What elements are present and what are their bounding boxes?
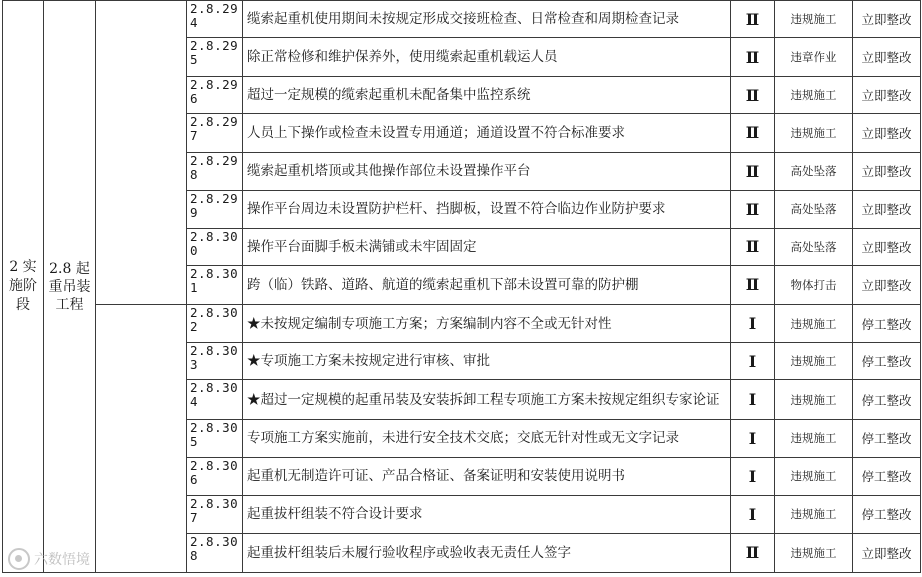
- action-cell: 停工整改: [853, 457, 921, 495]
- hazard-table: [2, 0, 921, 573]
- code-cell: 2.8.296: [187, 77, 243, 114]
- code-cell: 2.8.299: [187, 190, 243, 228]
- level-cell: Ⅱ: [731, 38, 775, 77]
- code-cell: 2.8.305: [187, 420, 243, 457]
- item-cell: 2.8 起重吊装工程: [44, 1, 96, 573]
- action-cell: 立即整改: [853, 533, 921, 572]
- description-cell: 起重拔杆组装不符合设计要求: [243, 495, 731, 533]
- code-cell: 2.8.297: [187, 114, 243, 152]
- hazard-type-cell: 违规施工: [775, 495, 853, 533]
- action-cell: 立即整改: [853, 190, 921, 228]
- watermark-logo-icon: [8, 548, 30, 570]
- level-cell: Ⅰ: [731, 305, 775, 343]
- level-cell: Ⅰ: [731, 380, 775, 420]
- watermark: [8, 545, 90, 573]
- code-cell: 2.8.304: [187, 380, 243, 420]
- action-cell: 停工整改: [853, 305, 921, 343]
- hazard-type-cell: 高处坠落: [775, 228, 853, 265]
- action-cell: 停工整改: [853, 495, 921, 533]
- description-cell: 缆索起重机使用期间未按规定形成交接班检查、日常检查和周期检查记录: [243, 1, 731, 38]
- hazard-type-cell: 违规施工: [775, 533, 853, 572]
- hazard-type-cell: 违规施工: [775, 420, 853, 457]
- level-cell: Ⅱ: [731, 533, 775, 572]
- level-cell: Ⅰ: [731, 343, 775, 380]
- code-cell: 2.8.295: [187, 38, 243, 77]
- action-cell: 停工整改: [853, 380, 921, 420]
- description-cell: 缆索起重机塔顶或其他操作部位未设置操作平台: [243, 152, 731, 190]
- hazard-type-cell: 物体打击: [775, 265, 853, 304]
- description-cell: ★超过一定规模的起重吊装及安装拆卸工程专项施工方案未按规定组织专家论证: [243, 380, 731, 420]
- hazard-type-cell: 违规施工: [775, 1, 853, 38]
- code-cell: 2.8.294: [187, 1, 243, 38]
- table-row: [3, 305, 921, 343]
- action-cell: 立即整改: [853, 152, 921, 190]
- hazard-type-cell: 违规施工: [775, 114, 853, 152]
- code-cell: 2.8.302: [187, 305, 243, 343]
- subitem-cell-general: [96, 305, 187, 573]
- subitem-cell-cable-crane: [96, 1, 187, 305]
- description-cell: 专项施工方案实施前，未进行安全技术交底；交底无针对性或无文字记录: [243, 420, 731, 457]
- code-cell: 2.8.298: [187, 152, 243, 190]
- description-cell: 人员上下操作或检查未设置专用通道；通道设置不符合标准要求: [243, 114, 731, 152]
- action-cell: 立即整改: [853, 38, 921, 77]
- hazard-type-cell: 违规施工: [775, 380, 853, 420]
- action-cell: 立即整改: [853, 77, 921, 114]
- description-cell: 起重机无制造许可证、产品合格证、备案证明和安装使用说明书: [243, 457, 731, 495]
- action-cell: 立即整改: [853, 1, 921, 38]
- description-cell: 操作平台周边未设置防护栏杆、挡脚板，设置不符合临边作业防护要求: [243, 190, 731, 228]
- level-cell: Ⅱ: [731, 77, 775, 114]
- code-cell: 2.8.306: [187, 457, 243, 495]
- table-row: [3, 1, 921, 38]
- action-cell: 立即整改: [853, 114, 921, 152]
- level-cell: Ⅰ: [731, 457, 775, 495]
- hazard-type-cell: 高处坠落: [775, 152, 853, 190]
- action-cell: 立即整改: [853, 265, 921, 304]
- action-cell: 立即整改: [853, 228, 921, 265]
- code-cell: 2.8.301: [187, 265, 243, 304]
- stage-cell: 2 实施阶段: [3, 1, 44, 573]
- level-cell: Ⅱ: [731, 114, 775, 152]
- level-cell: Ⅰ: [731, 420, 775, 457]
- hazard-type-cell: 违章作业: [775, 38, 853, 77]
- level-cell: Ⅱ: [731, 265, 775, 304]
- level-cell: Ⅰ: [731, 495, 775, 533]
- description-cell: ★专项施工方案未按规定进行审核、审批: [243, 343, 731, 380]
- code-cell: 2.8.307: [187, 495, 243, 533]
- action-cell: 停工整改: [853, 343, 921, 380]
- description-cell: 超过一定规模的缆索起重机未配备集中监控系统: [243, 77, 731, 114]
- description-cell: ★未按规定编制专项施工方案；方案编制内容不全或无针对性: [243, 305, 731, 343]
- description-cell: 除正常检修和维护保养外，使用缆索起重机载运人员: [243, 38, 731, 77]
- hazard-type-cell: 违规施工: [775, 77, 853, 114]
- hazard-type-cell: 违规施工: [775, 457, 853, 495]
- level-cell: Ⅱ: [731, 152, 775, 190]
- code-cell: 2.8.303: [187, 343, 243, 380]
- level-cell: Ⅱ: [731, 228, 775, 265]
- code-cell: 2.8.308: [187, 533, 243, 572]
- hazard-type-cell: 违规施工: [775, 343, 853, 380]
- description-cell: 起重拔杆组装后未履行验收程序或验收表无责任人签字: [243, 533, 731, 572]
- watermark-text: 六数悟境: [34, 552, 90, 568]
- action-cell: 停工整改: [853, 420, 921, 457]
- hazard-type-cell: 高处坠落: [775, 190, 853, 228]
- description-cell: 操作平台面脚手板未满铺或未牢固固定: [243, 228, 731, 265]
- hazard-type-cell: 违规施工: [775, 305, 853, 343]
- table-body: [3, 1, 921, 573]
- level-cell: Ⅱ: [731, 1, 775, 38]
- description-cell: 跨（临）铁路、道路、航道的缆索起重机下部未设置可靠的防护棚: [243, 265, 731, 304]
- level-cell: Ⅱ: [731, 190, 775, 228]
- code-cell: 2.8.300: [187, 228, 243, 265]
